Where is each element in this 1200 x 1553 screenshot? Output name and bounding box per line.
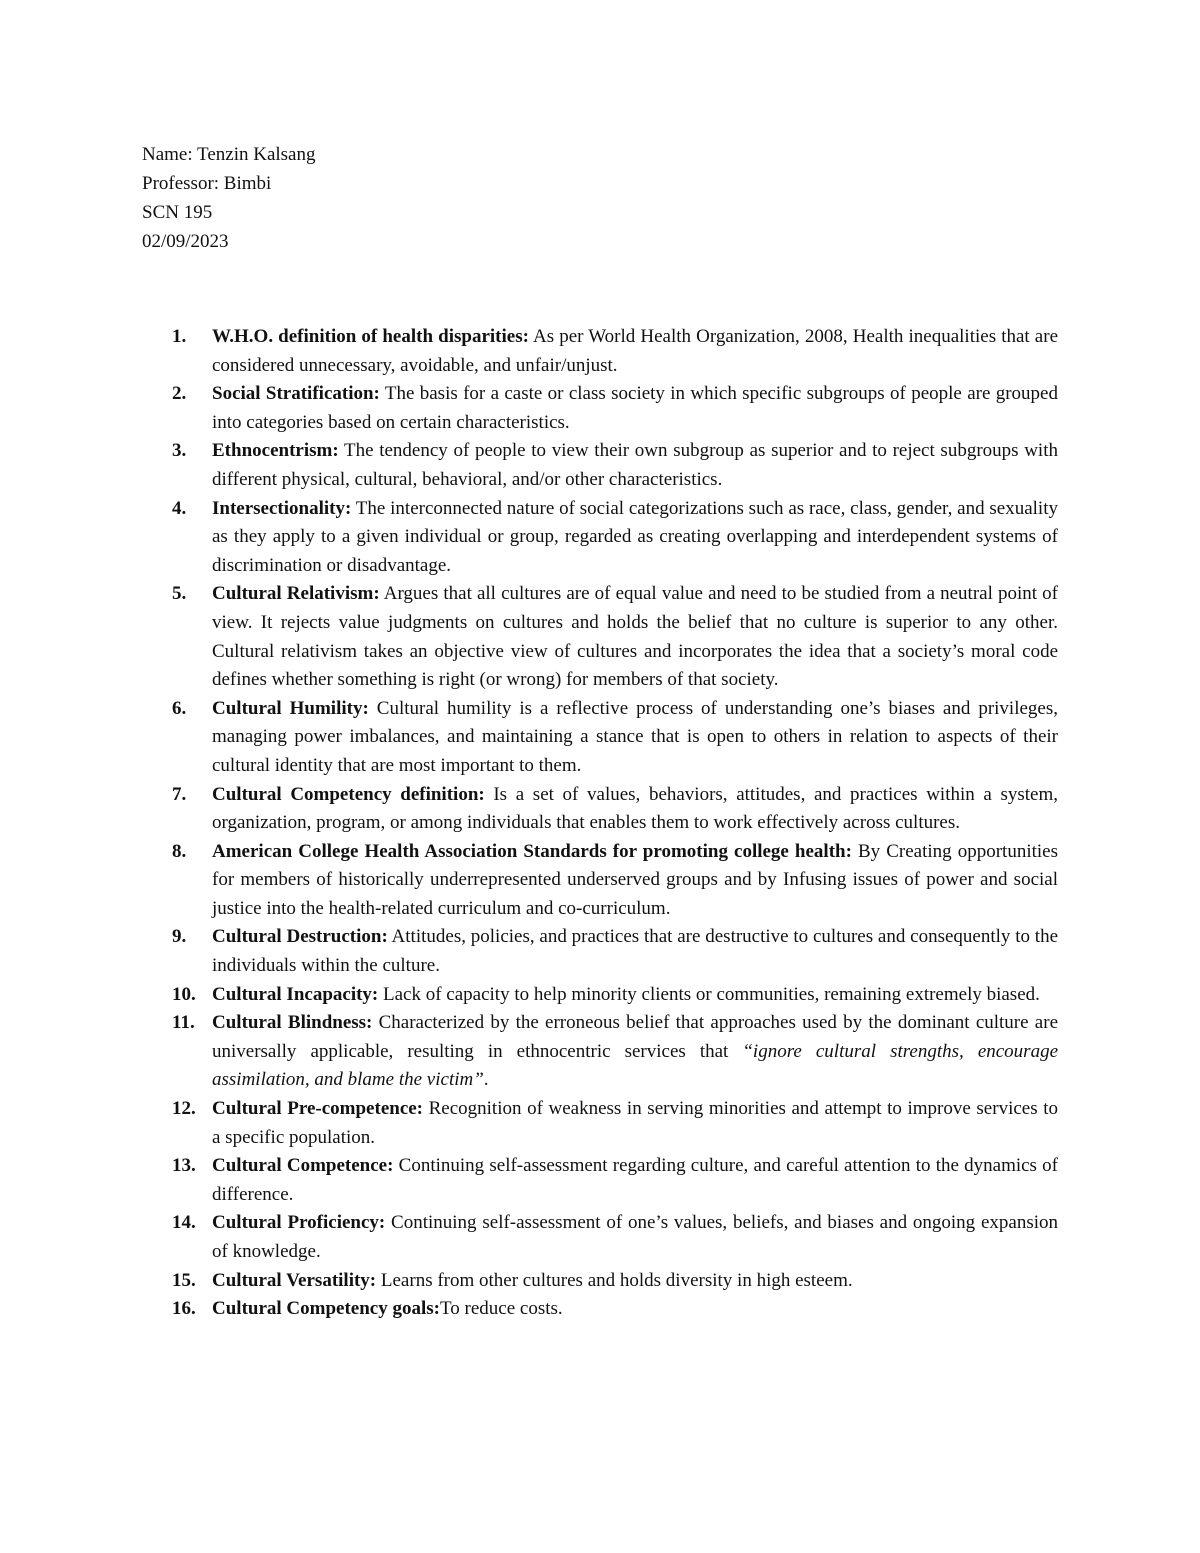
list-item (142, 323, 1058, 380)
list-item (142, 838, 1058, 924)
list-item (142, 1009, 1058, 1095)
item-definition: To reduce costs. (439, 1298, 563, 1320)
item-term: Cultural Competency definition: (212, 783, 485, 805)
item-definition: Characterized by the erroneous belief that approaches used by the dominant culture are universally applicable, resulting in ethnocentric services that (212, 1012, 1058, 1062)
item-definition: Recognition of weakness in serving minorities and attempt to improve services to a specific population. (212, 1098, 1058, 1148)
item-term: Cultural Incapacity: (212, 983, 379, 1005)
item-term: Cultural Proficiency: (212, 1212, 386, 1234)
item-number: 1. (172, 326, 187, 347)
list-item (142, 1209, 1058, 1266)
item-number: 2. (172, 383, 187, 405)
item-definition: By Creating opportunities for members of historically underrepresented underserved groups and by Infusing issues of power and social justice into the health-related curriculum and co-curriculum. (212, 840, 1058, 919)
item-quote: “ignore cultural strengths, encourage assimilation, and blame the victim” (212, 1040, 1059, 1091)
item-definition: Learns from other cultures and holds diversity in high esteem. (376, 1269, 853, 1291)
student-name-line: Name: Tenzin Kalsang (142, 144, 316, 165)
item-number: 16. (172, 1298, 196, 1320)
item-number: 10. (172, 983, 196, 1005)
list-item (142, 1295, 1058, 1324)
item-term: Cultural Humility: (212, 697, 369, 719)
item-term: Cultural Versatility: (212, 1269, 377, 1291)
item-term: Intersectionality: (212, 497, 352, 519)
item-term: Cultural Blindness: (212, 1012, 373, 1034)
list-item (142, 1267, 1058, 1296)
item-number: 4. (172, 497, 187, 519)
list-item (142, 695, 1058, 781)
document-header (142, 140, 316, 256)
item-term: W.H.O. definition of health disparities: (212, 326, 529, 347)
item-definition: Continuing self-assessment of one’s values, beliefs, and biases and ongoing expansion of knowledge. (212, 1212, 1058, 1262)
list-item (142, 781, 1058, 838)
item-definition: As per World Health Organization, 2008, Health inequalities that are considered unnecessary, avoidable, and unfair/unjust. (212, 326, 1059, 376)
professor-line: Professor: Bimbi (142, 173, 272, 194)
item-number: 13. (172, 1155, 196, 1177)
item-term: Cultural Competence: (212, 1155, 394, 1177)
item-definition: Continuing self-assessment regarding culture, and careful attention to the dynamics of difference. (212, 1155, 1058, 1205)
item-definition: Lack of capacity to help minority clients or communities, remaining extremely biased. (378, 983, 1040, 1005)
item-definition: The tendency of people to view their own subgroup as superior and to reject subgroups with different physical, cultural, behavioral, and/or other characteristics. (212, 440, 1058, 490)
list-item (142, 923, 1058, 980)
item-number: 5. (172, 583, 187, 605)
item-number: 6. (172, 697, 187, 719)
list-item (142, 437, 1058, 494)
list-item (142, 380, 1058, 437)
item-number: 15. (172, 1269, 196, 1291)
item-definition: The interconnected nature of social categorizations such as race, class, gender, and sexuality as they apply to a given individual or group, regarded as creating overlapping and interdependent systems of discrimination or disadvantage. (212, 497, 1058, 576)
item-tail: . (483, 1069, 489, 1091)
item-term: Cultural Competency goals: (212, 1298, 440, 1320)
item-number: 8. (172, 840, 187, 862)
list-item (142, 981, 1058, 1010)
item-number: 12. (172, 1098, 196, 1120)
course-line: SCN 195 (142, 202, 213, 223)
item-definition: Argues that all cultures are of equal value and need to be studied from a neutral point of view. It rejects value judgments on cultures and holds the belief that no culture is superior to any other. Cultural relativism takes an objective view of cultures and incorporates the idea that a society’s moral code defines whether something is right (or wrong) for members of that society. (212, 583, 1058, 691)
list-item (142, 1095, 1058, 1152)
item-term: Ethnocentrism: (212, 440, 339, 462)
item-number: 14. (172, 1212, 196, 1234)
item-number: 11. (172, 1012, 195, 1034)
item-number: 3. (172, 440, 187, 462)
list-item (142, 495, 1058, 581)
item-term: Cultural Destruction: (212, 926, 388, 948)
item-definition: Is a set of values, behaviors, attitudes, and practices within a system, organization, program, or among individuals that enables them to work effectively across cultures. (212, 783, 1058, 834)
date-line: 02/09/2023 (142, 231, 229, 252)
list-item (142, 1152, 1058, 1209)
item-term: American College Health Association Standards for promoting college health: (212, 840, 852, 862)
item-term: Social Stratification: (212, 383, 380, 405)
item-term: Cultural Relativism: (212, 583, 380, 605)
item-definition: The basis for a caste or class society in which specific subgroups of people are grouped into categories based on certain characteristics. (212, 383, 1058, 433)
item-number: 9. (172, 926, 187, 948)
item-definition: Cultural humility is a reflective process of understanding one’s biases and privileges, managing power imbalances, and maintaining a stance that is open to others in relation to aspects of their cultural identity that are most important to them. (212, 697, 1059, 776)
item-number: 7. (172, 783, 187, 805)
item-definition: Attitudes, policies, and practices that are destructive to cultures and consequently to the individuals within the culture. (212, 926, 1059, 977)
definitions-list (142, 323, 1058, 1324)
list-item (142, 580, 1058, 694)
item-term: Cultural Pre-competence: (212, 1098, 424, 1120)
